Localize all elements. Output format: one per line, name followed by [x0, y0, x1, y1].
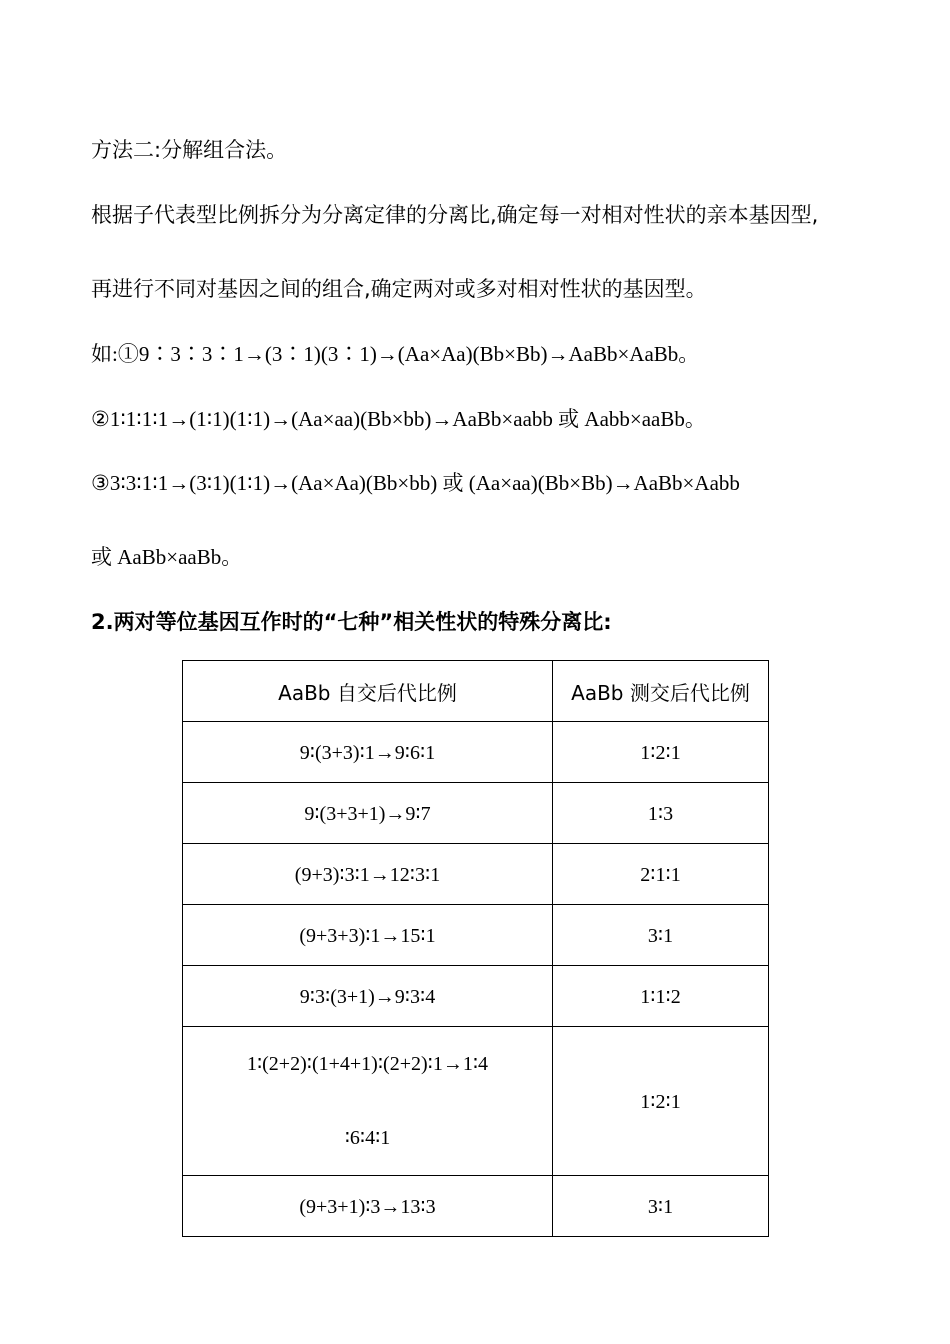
- selfing-ratio-cell: 9∶(3+3)∶1→9∶6∶1: [183, 722, 553, 783]
- selfing-ratio-cell: (9+3)∶3∶1→12∶3∶1: [183, 844, 553, 905]
- table-row: [183, 1027, 769, 1176]
- testcross-ratio-cell: 1∶1∶2: [553, 966, 769, 1027]
- selfing-ratio-cell: (9+3+3)∶1→15∶1: [183, 905, 553, 966]
- table-row: [183, 905, 769, 966]
- example-1: 如:①9∶3∶3∶1→(3∶1)(3∶1)→(Aa×Aa)(Bb×Bb)→AaBb×AaBb。: [91, 342, 700, 366]
- selfing-ratio-cell: (9+3+1)∶3→13∶3: [183, 1176, 553, 1237]
- testcross-ratio-cell: 3∶1: [553, 905, 769, 966]
- testcross-ratio-cell: 2∶1∶1: [553, 844, 769, 905]
- selfing-ratio-line-2: ∶6∶4∶1: [344, 1127, 391, 1149]
- description-line-2: 再进行不同对基因之间的组合,确定两对或多对相对性状的基因型。: [91, 277, 707, 301]
- table-row: [183, 722, 769, 783]
- section-title: 2.两对等位基因互作时的“七种”相关性状的特殊分离比:: [91, 610, 612, 634]
- header-testcross-ratio: AaBb 测交后代比例: [553, 661, 769, 722]
- example-3-line-1: ③3∶3∶1∶1→(3∶1)(1∶1)→(Aa×Aa)(Bb×bb) 或 (Aa×aa)(Bb×Bb)→AaBb×Aabb: [91, 471, 740, 495]
- testcross-ratio-cell: 3∶1: [553, 1176, 769, 1237]
- table-row: [183, 1176, 769, 1237]
- selfing-ratio-cell: 9∶3∶(3+1)→9∶3∶4: [183, 966, 553, 1027]
- testcross-ratio-cell: 1∶2∶1: [553, 1027, 769, 1176]
- description-line-1: 根据子代表型比例拆分为分离定律的分离比,确定每一对相对性状的亲本基因型,: [91, 203, 819, 227]
- selfing-ratio-cell: [183, 1027, 553, 1176]
- selfing-ratio-line-1: 1∶(2+2)∶(1+4+1)∶(2+2)∶1→1∶4: [246, 1053, 489, 1075]
- example-3-line-2: 或 AaBb×aaBb。: [91, 545, 243, 569]
- method-title: 方法二:分解组合法。: [91, 138, 288, 162]
- header-selfing-ratio: AaBb 自交后代比例: [183, 661, 553, 722]
- table-row: [183, 844, 769, 905]
- testcross-ratio-cell: 1∶2∶1: [553, 722, 769, 783]
- table-row: [183, 966, 769, 1027]
- example-2: ②1∶1∶1∶1→(1∶1)(1∶1)→(Aa×aa)(Bb×bb)→AaBb×aabb 或 Aabb×aaBb。: [91, 407, 706, 431]
- ratio-table: [182, 660, 769, 1237]
- testcross-ratio-cell: 1∶3: [553, 783, 769, 844]
- table-row: [183, 783, 769, 844]
- selfing-ratio-cell: 9∶(3+3+1)→9∶7: [183, 783, 553, 844]
- table-header-row: [183, 661, 769, 722]
